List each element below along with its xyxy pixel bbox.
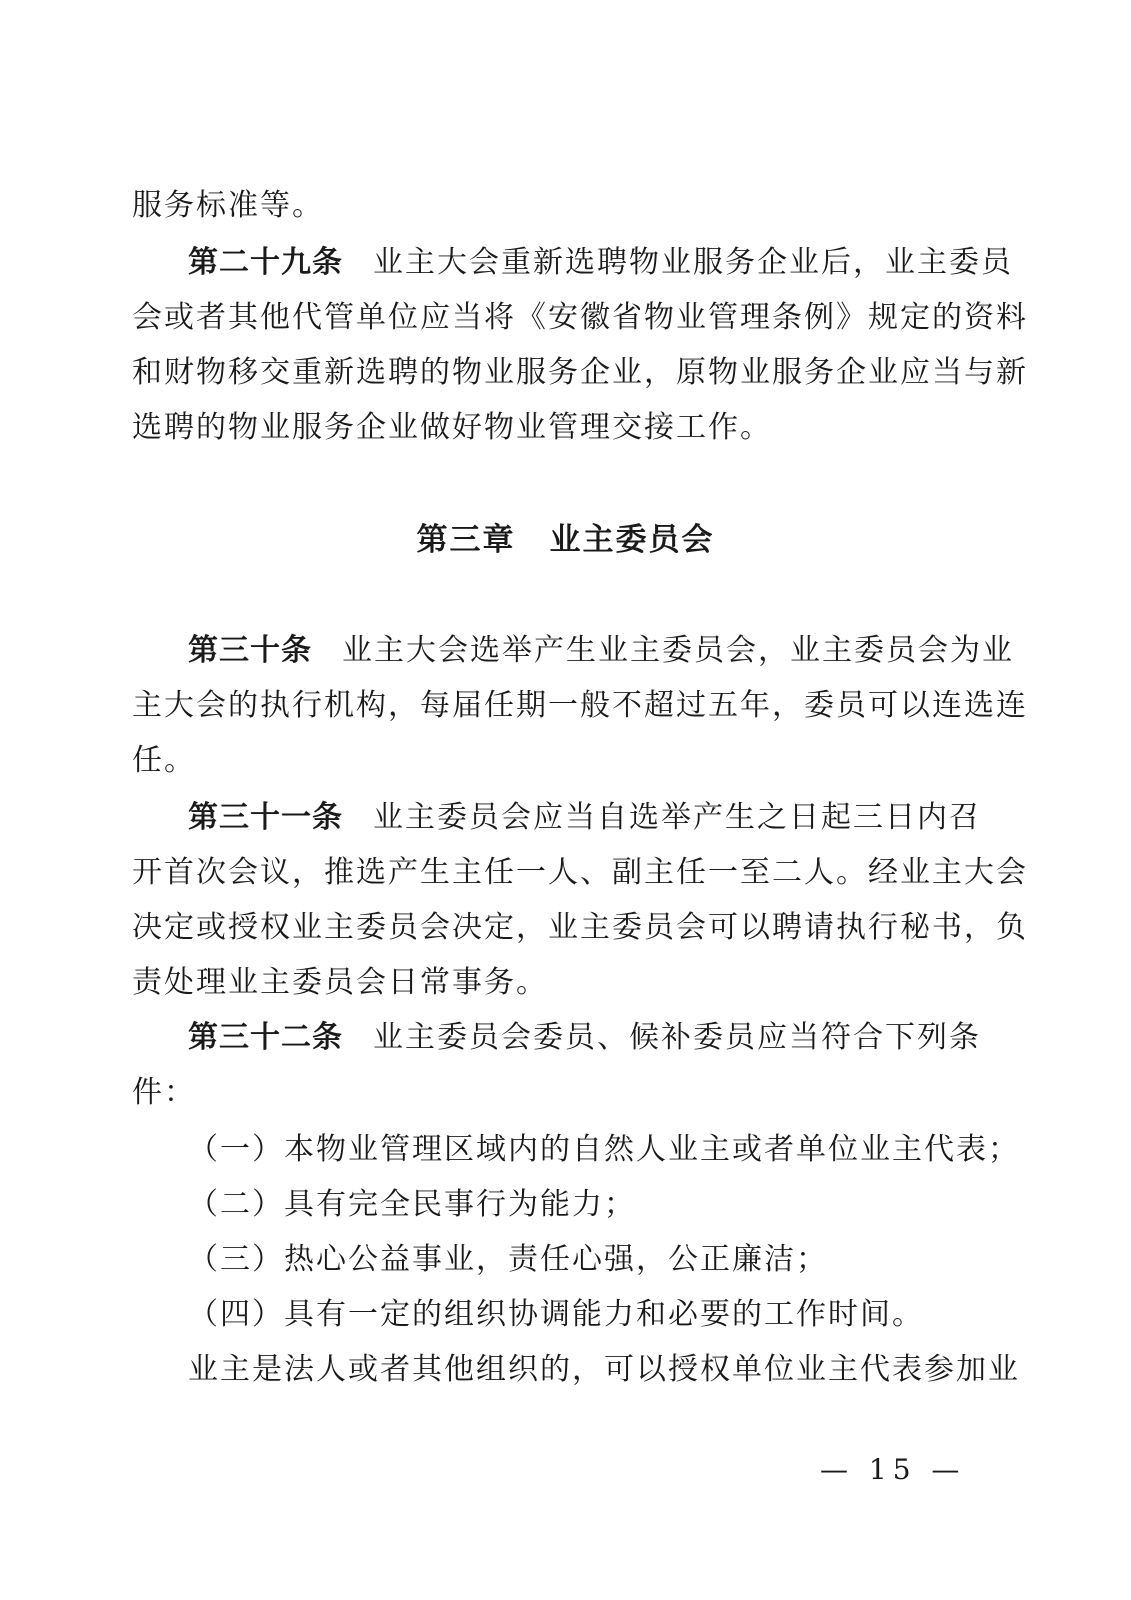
article-31-line bbox=[188, 798, 981, 838]
page-number: — 15 — bbox=[820, 1453, 966, 1486]
list-item: （一）本物业管理区域内的自然人业主或者单位业主代表； bbox=[188, 1132, 1020, 1167]
paragraph-line: 业主是法人或者其他组织的，可以授权单位业主代表参加业 bbox=[188, 1352, 1020, 1387]
chapter-prefix: 第三章 bbox=[416, 522, 516, 558]
article-30-label: 第三十条 bbox=[188, 633, 312, 668]
article-32-line bbox=[188, 1018, 981, 1058]
article-30-line bbox=[188, 631, 1014, 671]
paragraph-line: 服务标准等。 bbox=[132, 188, 324, 223]
article-29-label: 第二十九条 bbox=[188, 245, 343, 280]
paragraph-line: 任。 bbox=[132, 743, 196, 778]
list-item: （三）热心公益事业，责任心强，公正廉洁； bbox=[188, 1242, 828, 1277]
paragraph-line: 决定或授权业主委员会决定，业主委员会可以聘请执行秘书，负 bbox=[132, 910, 1028, 945]
article-29-text: 业主大会重新选聘物业服务企业后，业主委员 bbox=[373, 245, 1013, 280]
article-30-text: 业主大会选举产生业主委员会，业主委员会为业 bbox=[342, 633, 1014, 668]
list-item: （二）具有完全民事行为能力； bbox=[188, 1187, 636, 1222]
article-32-label: 第三十二条 bbox=[188, 1020, 343, 1055]
paragraph-line: 开首次会议，推选产生主任一人、副主任一至二人。经业主大会 bbox=[132, 855, 1028, 890]
article-31-text: 业主委员会应当自选举产生之日起三日内召 bbox=[373, 800, 981, 835]
paragraph-line: 会或者其他代管单位应当将《安徽省物业管理条例》规定的资料 bbox=[132, 300, 1028, 335]
paragraph-line: 件： bbox=[132, 1075, 196, 1110]
chapter-title: 业主委员会 bbox=[549, 522, 715, 558]
article-29-line bbox=[188, 243, 1013, 283]
paragraph-line: 主大会的执行机构，每届任期一般不超过五年，委员可以连选连 bbox=[132, 688, 1028, 723]
article-31-label: 第三十一条 bbox=[188, 800, 343, 835]
list-item: （四）具有一定的组织协调能力和必要的工作时间。 bbox=[188, 1297, 924, 1332]
chapter-heading bbox=[0, 520, 1131, 560]
paragraph-line: 责处理业主委员会日常事务。 bbox=[132, 965, 548, 1000]
paragraph-line: 和财物移交重新选聘的物业服务企业，原物业服务企业应当与新 bbox=[132, 355, 1028, 390]
paragraph-line: 选聘的物业服务企业做好物业管理交接工作。 bbox=[132, 410, 772, 445]
article-32-text: 业主委员会委员、候补委员应当符合下列条 bbox=[373, 1020, 981, 1055]
